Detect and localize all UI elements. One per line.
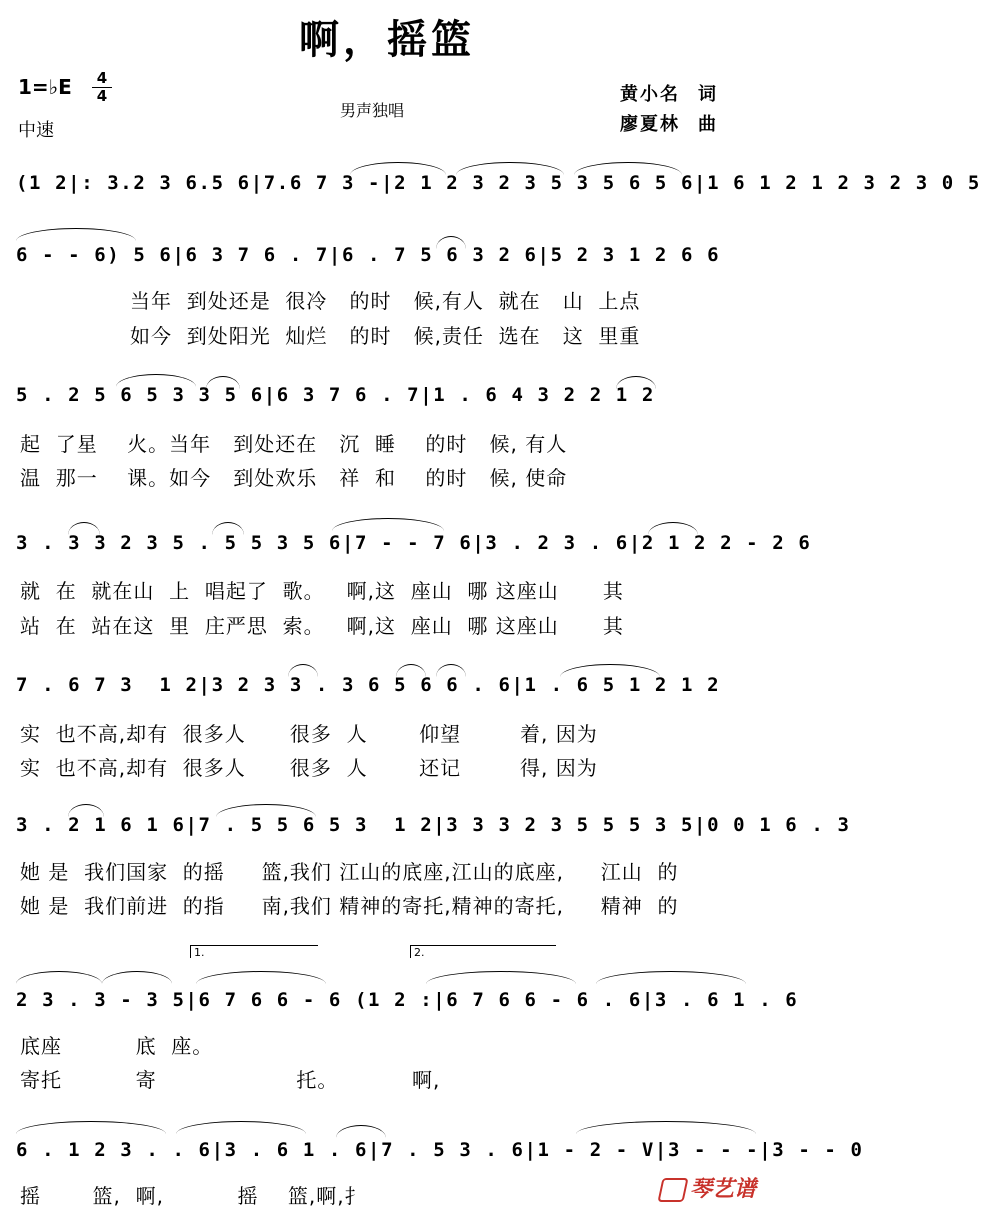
lyric-line-8: 摇 篮, 啊, 摇 篮,啊,扌 (20, 1184, 366, 1208)
slur (456, 162, 564, 175)
composer-name: 廖夏林 (620, 114, 680, 135)
slur (288, 664, 318, 677)
slur (648, 522, 698, 535)
slur (332, 518, 444, 531)
watermark-logo (660, 1172, 756, 1203)
slur (596, 971, 746, 984)
slur (216, 804, 316, 817)
time-numerator: 4 (96, 69, 108, 87)
lyric-v1-line-4: 就 在 就在山 上 唱起了 歌。 啊,这 座山 哪 这座山 其 (20, 579, 624, 603)
slur (576, 1121, 756, 1134)
slur (560, 664, 660, 677)
lyric-v2-line-5: 实 也不高,却有 很多人 很多 人 还记 得, 因为 (20, 756, 598, 780)
score-line-8 (16, 1135, 864, 1175)
slur (16, 1121, 166, 1134)
time-signature (92, 70, 112, 105)
slur (436, 664, 466, 677)
lyric-v2-line-7: 寄托 寄 托。 啊, (20, 1068, 441, 1092)
voice-type: 男声独唱 (340, 101, 405, 120)
tempo-marking: 中速 (18, 120, 54, 141)
lyric-v1-line-7: 底座 底 座。 (20, 1034, 214, 1058)
time-denominator: 4 (92, 87, 112, 105)
lyric-v2-line-6: 她 是 我们前进 的指 南,我们 精神的寄托,精神的寄托, 精神 的 (20, 894, 679, 918)
score-line-6 (16, 810, 851, 850)
notation-line-7: 2 3 . 3 - 3 5|6 7 6 6 - 6 (1 2 :|6 7 6 6 - 6 . 6|3 . 6 1 . 6 (16, 989, 799, 1011)
slur (16, 971, 102, 984)
notation-line-1: (1 2|: 3.2 3 6.5 6|7.6 7 3 -|2 1 2 3 2 3 5 3 5 6 5 6|1 6 1 2 1 2 3 2 3 0 5 (16, 172, 981, 194)
key-signature: 1=♭E (18, 75, 72, 99)
lyricist-name: 黄小名 (620, 84, 680, 105)
score-line-2 (16, 240, 760, 280)
notation-line-4: 3 . 3 3 2 3 5 . 5 5 3 5 6|7 - - 7 6|3 . 2 3 . 6|2 1 2 2 - 2 6 (16, 532, 812, 554)
slur (68, 522, 100, 535)
score-line-3 (16, 380, 760, 420)
score-line-5 (16, 670, 760, 710)
slur (206, 376, 240, 389)
score-line-4 (16, 528, 812, 568)
lyric-v2-line-2: 如今 到处阳光 灿烂 的时 候,责任 选在 这 里重 (130, 324, 641, 348)
logo-icon (657, 1178, 688, 1202)
notation-line-6: 3 . 2 1 6 1 6|7 . 5 5 6 5 3 1 2|3 3 3 2 3 5 5 5 3 5|0 0 1 6 . 3 (16, 814, 851, 836)
song-title: 啊，摇篮 (299, 17, 475, 63)
slur (436, 236, 466, 249)
slur (196, 971, 326, 984)
lyric-v2-line-3: 温 那一 课。如今 到处欢乐 祥 和 的时 候, 使命 (20, 466, 568, 490)
slur (102, 971, 172, 984)
slur (336, 1125, 386, 1138)
slur (116, 374, 196, 387)
lyric-v1-line-3: 起 了星 火。当年 到处还在 沉 睡 的时 候, 有人 (20, 432, 568, 456)
slur (68, 804, 104, 817)
score-line-7 (16, 946, 799, 1025)
slur (574, 162, 682, 175)
notation-line-3: 5 . 2 5 6 5 3 3 5 6|6 3 7 6 . 7|1 . 6 4 3 2 2 1 2 (16, 384, 655, 406)
slur (350, 162, 446, 175)
notation-line-8: 6 . 1 2 3 . . 6|3 . 6 1 . 6|7 . 5 3 . 6|1 - 2 - V|3 - - -|3 - - 0 (16, 1139, 864, 1161)
slur (426, 971, 576, 984)
slur (212, 522, 244, 535)
lyric-v1-line-2: 当年 到处还是 很冷 的时 候,有人 就在 山 上点 (130, 289, 641, 313)
lyric-v1-line-6: 她 是 我们国家 的摇 篮,我们 江山的底座,江山的底座, 江山 的 (20, 860, 679, 884)
slur (16, 228, 136, 241)
notation-line-2: 6 - - 6) 5 6|6 3 7 6 . 7|6 . 7 5 6 3 2 6|5 2 3 1 2 6 6 (16, 244, 721, 266)
composer-role: 曲 (698, 114, 718, 135)
lyricist-role: 词 (698, 84, 718, 105)
slur (176, 1121, 306, 1134)
lyric-v1-line-5: 实 也不高,却有 很多人 很多 人 仰望 着, 因为 (20, 722, 598, 746)
lyric-v2-line-4: 站 在 站在这 里 庄严思 索。 啊,这 座山 哪 这座山 其 (20, 614, 624, 638)
composer-credit (620, 110, 718, 136)
watermark-text: 琴艺谱 (689, 1177, 756, 1202)
slur (396, 664, 426, 677)
volta-bracket-1: 1. (190, 945, 318, 958)
slur (616, 376, 656, 389)
score-line-1 (16, 168, 981, 208)
volta-bracket-2: 2. (410, 945, 556, 958)
notation-line-5: 7 . 6 7 3 1 2|3 2 3 3 . 3 6 5 6 6 . 6|1 . 6 5 1 2 1 2 (16, 674, 721, 696)
lyricist-credit (620, 80, 718, 106)
